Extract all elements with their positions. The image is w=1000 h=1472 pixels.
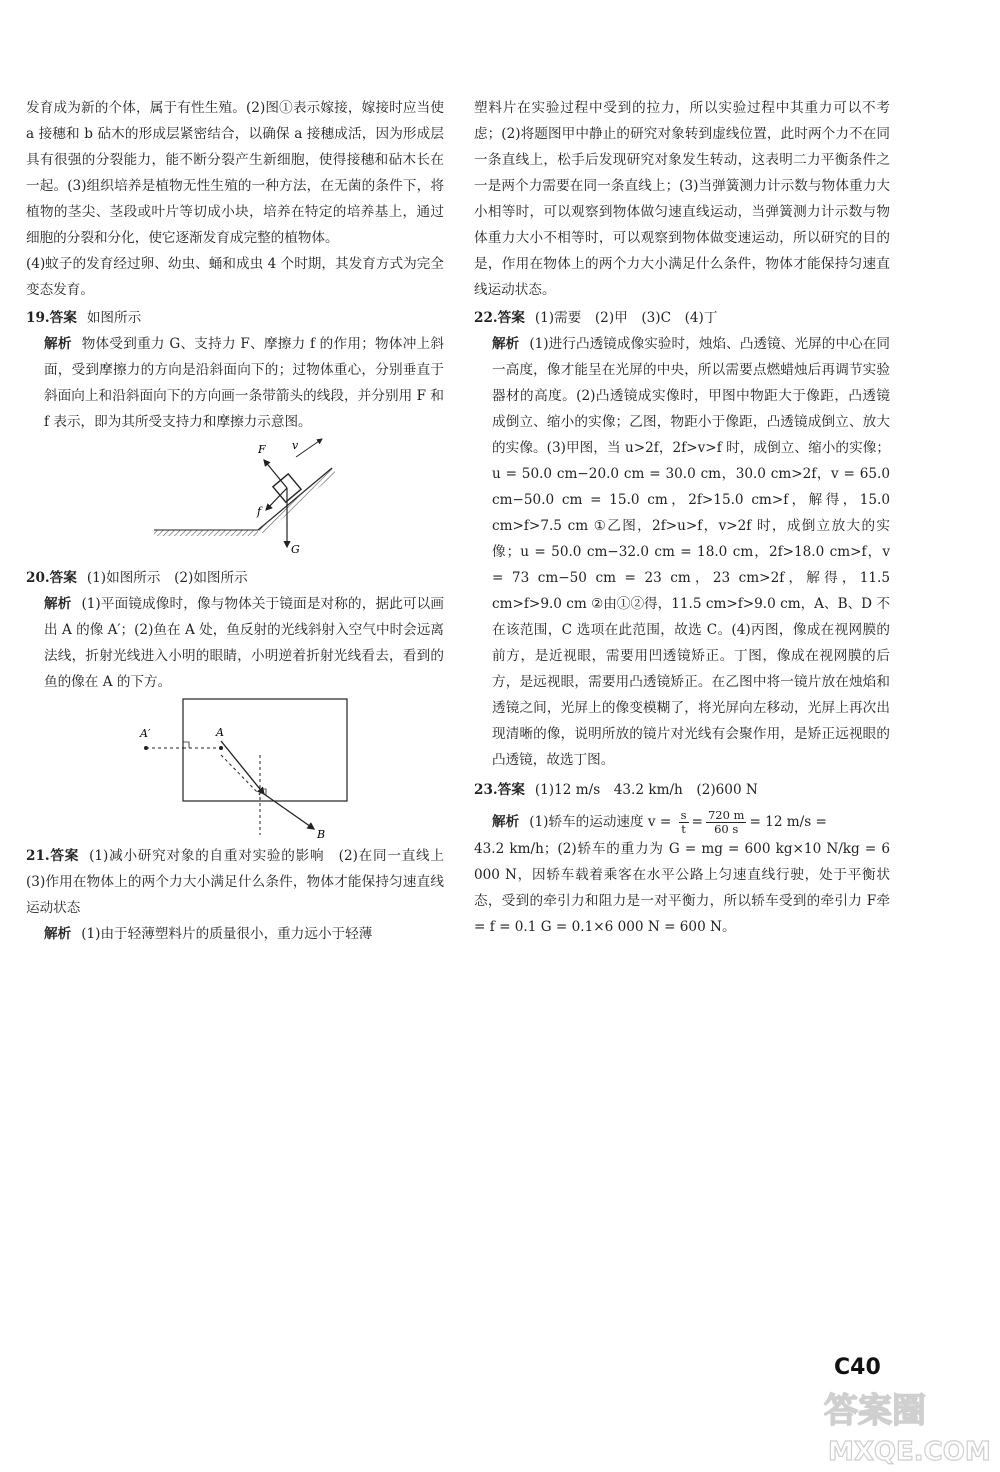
refracted-ray-1: [221, 741, 264, 794]
left-paragraph-2: (4)蚊子的发育经过卵、幼虫、蛹和成虫 4 个时期，其发育方式为完全变态发育。: [26, 256, 444, 298]
q23-analysis-tag: 解析: [492, 814, 520, 830]
q21-number: 21.: [26, 848, 50, 864]
q21-answer-tag: 答案: [49, 848, 80, 864]
q20-analysis-text: (1)平面镜成像时，像与物体关于镜面是对称的，据此可以画出 A 的像 A′；(2)鱼在 A 处，鱼反射的光线斜射入空气中时会远离法线，折射光线进入小明的眼睛，小明逆着折射光线看去，看到的鱼的像在 A 的下方。: [44, 596, 444, 690]
q23-analysis-continued: 43.2 km/h；(2)轿车的重力为 G = mg = 600 kg×10 N/kg = 6 000 N，因轿车载着乘客在水平公路上匀速直线行驶，处于平衡状态，受到的牵引力和阻力是一对平衡力，所以轿车受到的牵引力 F牵 = f = 0.1 G = 0.1×6 000 N = 600 N。: [474, 841, 890, 935]
water-tank: [183, 699, 347, 801]
q19-answer: 如图所示: [86, 310, 142, 326]
q19-analysis: [26, 331, 444, 435]
fraction-s-over-t: [679, 809, 689, 836]
left-paragraph-1: 发育成为新的个体，属于有性生殖。(2)图①表示嫁接，嫁接时应当使 a 接穗和 b 砧木的形成层紧密结合，以确保 a 接穗成活，因为形成层具有很强的分裂能力，能不断分裂产生新细胞，使得接穗和砧木长在一起。(3)组织培养是植物无性生殖的一种方法，在无菌的条件下，将植物的茎尖、茎段或叶片等切成小块，培养在特定的培养基上，通过细胞的分裂和分化，使它逐渐发育成完整的植物体。: [26, 100, 444, 246]
q21-answer-line: [26, 843, 458, 921]
label-v: v: [292, 439, 299, 452]
q20-figure: [26, 695, 444, 843]
q20-answer-tag: 答案: [49, 570, 77, 586]
label-B: B: [317, 828, 326, 841]
q21-answer: (1)减小研究对象的自重对实验的影响 (2)在同一直线上 (3)作用在物体上的两个力大小满足什么条件，物体才能保持匀速直线运动状态: [26, 848, 458, 916]
mirror-refraction-diagram: [26, 695, 444, 843]
q19-analysis-tag: 解析: [44, 336, 72, 352]
q20-answer-line: [26, 565, 444, 591]
q23-analysis-a: (1)轿车的运动速度 v =: [529, 814, 672, 830]
q20-analysis: [26, 591, 444, 695]
q23-equals: =: [691, 814, 703, 830]
q22-answer-line: [474, 305, 890, 331]
q23-answer-line: [474, 777, 890, 803]
incline-diagram: [26, 435, 444, 565]
incline-hatch: [258, 468, 336, 534]
label-F: F: [258, 443, 266, 456]
q20-number: 20.: [26, 570, 50, 586]
watermark-url: MXQE.COM: [828, 1437, 991, 1467]
q20-answer: (1)如图所示 (2)如图所示: [86, 570, 248, 586]
q19-answer-line: [26, 305, 444, 331]
q22-analysis-text: (1)进行凸透镜成像实验时，烛焰、凸透镜、光屏的中心在同一高度，像才能呈在光屏的中央，所以需要点燃蜡烛后再调节实验器材的高度。(2)凸透镜成实像时，甲图中物距大于像距，凸透镜成倒立、缩小的实像；乙图，物距小于像距，凸透镜成倒立、放大的实像。(3)甲图，当 u>2f，2f>v>f 时，成倒立、缩小的实像；u = 50.0 cm−20.0 cm = 30.0 cm，30.0 cm>2f，v = 65.0 cm−50.0 cm = 15.0 cm，2f>15.0 cm>f，解得，15.0 cm>f>7.5 cm ①乙图，2f>u>f，v>2f 时，成倒立放大的实像；u = 50.0 cm−32.0 cm = 18.0 cm，2f>18.0 cm>f，v = 73 cm−50 cm = 23 cm，23 cm>2f，解得，11.5 cm>f>9.0 cm ②由①②得，11.5 cm>f>9.0 cm，A、B、D 不在该范围，C 选项在此范围，故选 C。(4)丙图，像成在视网膜的前方，是近视眼，需要用凹透镜矫正。丁图，像成在视网膜的后方，是远视眼，需要用凸透镜矫正。在乙图中将一镜片放在烛焰和透镜之间，光屏上的像变模糊了，将光屏向左移动，光屏上再次出现清晰的像，说明所放的镜片对光线有会聚作用，是矫正远视眼的凸透镜，故选丁图。: [492, 336, 891, 768]
q22-answer: (1)需要 (2)甲 (3)C (4)丁: [534, 310, 718, 326]
q20-analysis-tag: 解析: [44, 596, 72, 612]
watermark-logo: [818, 1382, 998, 1468]
label-G: G: [291, 543, 300, 556]
q23-number: 23.: [474, 782, 498, 798]
q22-number: 22.: [474, 310, 498, 326]
label-A-prime: A′: [140, 727, 151, 740]
right-paragraph-1: 塑料片在实验过程中受到的拉力，所以实验过程中其重力可以不考虑；(2)将题图甲中静止的研究对象转到虚线位置，此时两个力不在同一条直线上，松手后发现研究对象发生转动，这表明二力平衡条件之一是两个力需要在同一条直线上；(3)当弹簧测力计示数与物体重力大小相等时，可以观察到物体做匀速直线运动，当弹簧测力计示数与物体重力大小不相等时，可以观察到物体做变速运动，所以研究的目的是，作用在物体上的两个力大小满足什么条件，物体才能保持匀速直线运动状态。: [474, 100, 890, 298]
q19-analysis-text: 物体受到重力 G、支持力 F、摩擦力 f 的作用；物体冲上斜面，受到摩擦力的方向是沿斜面向下的；过物体重心，分别垂直于斜面向上和沿斜面向下的方向画一条带箭头的线段，并分别用 F 和 f 表示，即为其所受支持力和摩擦力示意图。: [44, 336, 445, 430]
q21-analysis: [26, 921, 444, 947]
q23-analysis-b: = 12 m/s =: [749, 814, 827, 830]
watermark-icon: [818, 1382, 998, 1468]
refracted-ray-2: [264, 794, 314, 829]
q23-analysis: [474, 809, 890, 836]
label-A: A: [216, 726, 224, 739]
fraction-1-denominator: t: [681, 822, 686, 836]
q19-answer-tag: 答案: [49, 310, 77, 326]
right-angle-mark-1: [183, 742, 189, 748]
q19-figure: [26, 435, 444, 565]
label-f: f: [257, 505, 262, 518]
left-column: [26, 95, 458, 947]
page-number: C40: [834, 1355, 881, 1380]
fraction-2-denominator: 60 s: [714, 822, 739, 836]
point-A-prime: [144, 746, 148, 750]
apparent-ray: [221, 755, 260, 795]
ground-hatch: [154, 530, 258, 536]
fraction-2-numerator: 720 m: [707, 808, 745, 822]
velocity-arrow: [296, 439, 322, 457]
watermark-text: 答案圈: [824, 1391, 926, 1431]
q23-answer: (1)12 m/s 43.2 km/h (2)600 N: [534, 782, 758, 798]
q21-analysis-text: (1)由于轻薄塑料片的质量很小，重力远小于轻薄: [81, 926, 373, 942]
q21-analysis-tag: 解析: [44, 926, 72, 942]
q22-analysis-tag: 解析: [492, 336, 520, 352]
fraction-1-numerator: s: [680, 808, 687, 822]
q22-answer-tag: 答案: [497, 310, 525, 326]
q22-analysis: [474, 331, 890, 773]
fraction-720-over-60: [706, 809, 747, 836]
q23-answer-tag: 答案: [497, 782, 525, 798]
right-column: [474, 95, 890, 940]
q19-number: 19.: [26, 310, 50, 326]
point-A: [219, 746, 223, 750]
